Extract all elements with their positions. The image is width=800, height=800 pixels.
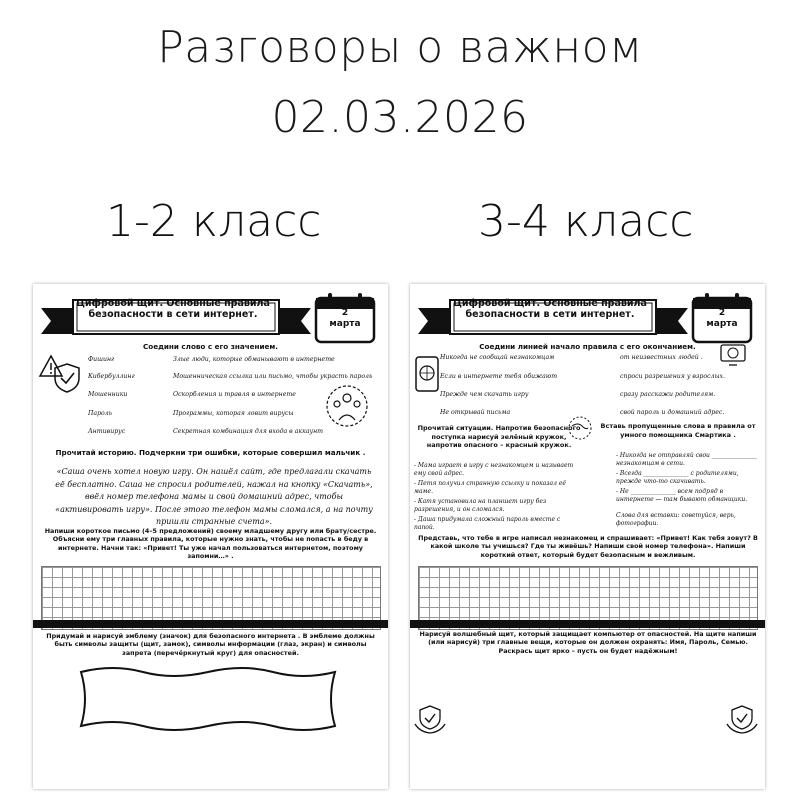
worksheet-grade-3-4 [410,284,765,789]
rule-end-4: свой пароль и домашний адрес. [620,409,725,416]
people-circle-icon [325,384,369,428]
emblem-drawing-frame[interactable] [73,662,343,736]
divider-bar [410,620,765,628]
grade-label-left: 1-2 класс [106,196,322,247]
fill-rule-2: - Всегда _______________ с родителями, прежде что-то скачивать. [616,470,739,486]
task2-title: Прочитай ситуации. Напротив безопасного поступка нарисуй зелёный кружок, напротив опасного – красный кружок. [417,424,581,449]
worksheet-grade-1-2 [33,284,388,789]
calendar-day: 2 [341,308,349,318]
rule-start-2: Если в интернете тебя обижают [440,373,558,380]
fill-rule-3: - Не _______________ всем подряд в интернете — там бывают обманщики. [616,488,748,504]
meaning-3: Оскорбления и травля в интернете [173,391,296,398]
grade-label-right: 3-4 класс [478,196,694,247]
worksheet-title: Цифровой щит. Основные правила безопасности в сети интернет. [453,298,647,320]
calendar-date [691,308,753,330]
meaning-5: Секретная комбинация для входа в аккаунт [173,428,324,435]
term-cyberbullying: Кибербуллинг [88,373,135,380]
rule-end-1: от неизвестных людей . [620,354,703,361]
phone-globe-icon [414,356,440,392]
globe-icon [566,414,594,442]
rule-start-4: Не открывай письма [440,409,511,416]
hands-shield-icon [726,704,758,734]
rule-start-3: Прежде чем скачать игру [440,391,529,398]
situation-2: - Петя получил странную ссылку и показал её маме. [414,480,566,496]
calendar-date [314,308,376,330]
task3-title: Вставь пропущенные слова в правила от умного помощника Смартика . [600,422,756,439]
task4-text: Придумай и нарисуй эмблему (значок) для безопасного интернета . В эмблеме должны быть символы защиты (щит, замок), символы информации (глаз, экран) и символы запрета (перечёркнутый круг) для опасностей. [46,632,375,657]
story-text: «Саша очень хотел новую игру. Он нашёл сайт, где предлагали скачать её бесплатно. Саша не спросил родителей, нажал на кнопку «Скачать», ввёл номер телефона мамы и свой домашний адрес, чтобы «активировать игру». После этого телефон мамы сломался, а на почту пришли странные счета». [55,467,373,526]
task1-title: Соедини линией начало правила с его окончанием. [479,342,696,351]
rule-end-2: спроси разрешения у взрослых. [620,373,725,380]
page-date: 02.03.2026 [271,92,529,143]
worksheet-title: Цифровой щит. Основные правила безопасности в сети интернет. [76,298,270,320]
term-phishing: Фишинг [88,356,115,363]
rule-end-3: сразу расскажи родителям. [620,391,716,398]
calendar-month: марта [329,319,361,329]
task5-text: Нарисуй волшебный щит, который защищает компьютер от опасностей. На щите напиши (или нарисуй) три главные вещи, которые он должен охранять: Имя, Пароль, Семью. Раскрась щит ярко – пусть он будет надёжным! [419,630,757,655]
task4-text: Представь, что тебе в игре написал незнакомец и спрашивает: «Привет! Как тебя зовут? В какой школе ты учишься? Где ты живёшь? Напиши свой номер телефона». Напиши короткий ответ, который будет безопасным и вежливым. [418,534,758,559]
fill-rule-1: - Никогда не отправляй свои _______________ незнакомцам в сети. [616,452,757,468]
situation-4: - Даша придумала сложный пароль вместе с папой. [414,516,561,532]
calendar-day: 2 [718,308,726,318]
fill-words: Слова для вставки: советуйся, верь, фотографии. [616,512,736,528]
warning-shield-icon [39,354,83,394]
monitor-globe-icon [720,344,746,366]
term-antivirus: Антивирус [88,428,126,435]
situation-3: - Катя установила на планшет игру без разрешения, и он сломался. [414,498,547,514]
task2-title: Прочитай историю. Подчеркни три ошибки, которые совершил мальчик . [55,448,366,457]
calendar-month: марта [706,319,738,329]
task1-title: Соедини слово с его значением. [142,342,278,351]
task3-text: Напиши короткое письмо (4–5 предложений) своему младшему другу или брату/сестре. Объясни ему три главных правила, которые нужно знать, чтобы не попасть в беду в интернете. Начни так: «Привет! Ты уже начал пользоваться интернетом, поэтому запомни…» . [44,527,377,560]
term-scammers: Мошенники [88,391,128,398]
hands-shield-icon [414,704,446,734]
rule-start-1: Никогда не сообщай незнакомцам [440,354,555,361]
term-password: Пароль [88,410,113,417]
situation-1: - Мама играет в игру с незнакомцем и называет ему свой адрес. [414,462,574,478]
page-title: Разговоры о важном [157,22,643,73]
meaning-4: Программы, которая ловит вирусы [173,410,294,417]
meaning-1: Злые люди, которые обманывают в интернете [173,356,335,363]
meaning-2: Мошенническая ссылка или письмо, чтобы украсть пароль [173,373,373,380]
divider-bar [33,620,388,628]
